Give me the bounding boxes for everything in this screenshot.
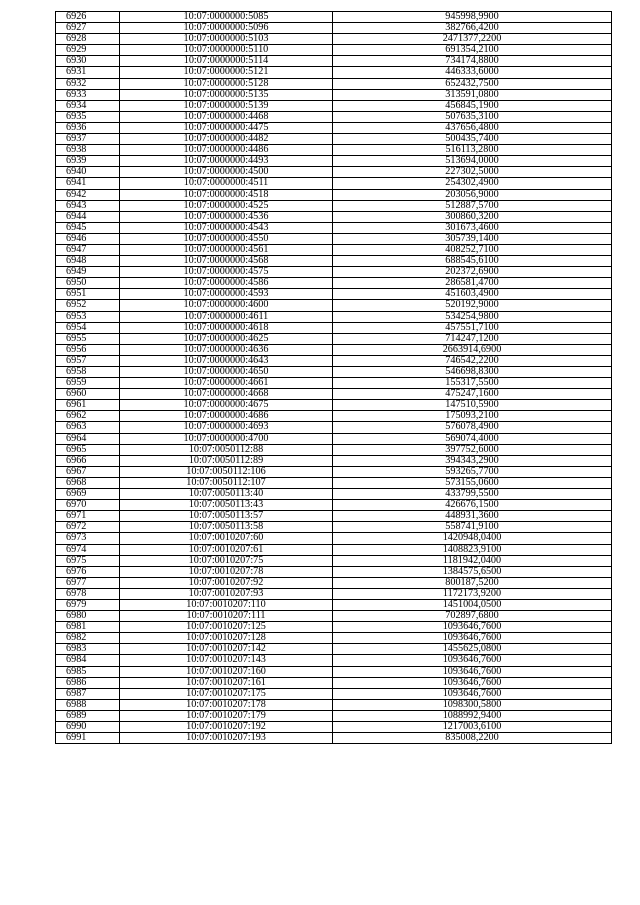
- amount-cell: 2471377,2200: [333, 34, 612, 45]
- row-number-cell: 6965: [56, 444, 120, 455]
- cadastral-number-cell: 10:07:0000000:4600: [120, 300, 333, 311]
- amount-cell: 1093646,7600: [333, 677, 612, 688]
- cadastral-number-cell: 10:07:0010207:142: [120, 644, 333, 655]
- amount-cell: 516113,2800: [333, 145, 612, 156]
- amount-cell: 573155,0600: [333, 477, 612, 488]
- row-number-cell: 6928: [56, 34, 120, 45]
- amount-cell: 394343,2900: [333, 455, 612, 466]
- row-number-cell: 6954: [56, 322, 120, 333]
- table-row: [56, 633, 612, 644]
- cadastral-number-cell: 10:07:0010207:110: [120, 599, 333, 610]
- cadastral-number-cell: 10:07:0050113:40: [120, 489, 333, 500]
- table-row: [56, 167, 612, 178]
- row-number-cell: 6953: [56, 311, 120, 322]
- row-number-cell: 6987: [56, 688, 120, 699]
- row-number-cell: 6935: [56, 111, 120, 122]
- cadastral-number-cell: 10:07:0000000:4611: [120, 311, 333, 322]
- amount-cell: 1093646,7600: [333, 666, 612, 677]
- cadastral-number-cell: 10:07:0000000:4636: [120, 344, 333, 355]
- cadastral-number-cell: 10:07:0000000:4593: [120, 289, 333, 300]
- amount-cell: 500435,7400: [333, 134, 612, 145]
- cadastral-number-cell: 10:07:0010207:111: [120, 611, 333, 622]
- row-number-cell: 6976: [56, 566, 120, 577]
- amount-cell: 691354,2100: [333, 45, 612, 56]
- amount-cell: 507635,3100: [333, 111, 612, 122]
- amount-cell: 1098300,5800: [333, 699, 612, 710]
- amount-cell: 313591,0800: [333, 89, 612, 100]
- amount-cell: 1172173,9200: [333, 588, 612, 599]
- table-row: [56, 733, 612, 744]
- amount-cell: 714247,1200: [333, 333, 612, 344]
- row-number-cell: 6981: [56, 622, 120, 633]
- table-row: [56, 178, 612, 189]
- amount-cell: 1181942,0400: [333, 555, 612, 566]
- cadastral-number-cell: 10:07:0000000:4525: [120, 200, 333, 211]
- cadastral-number-cell: 10:07:0000000:4575: [120, 267, 333, 278]
- cadastral-number-cell: 10:07:0000000:4661: [120, 378, 333, 389]
- cadastral-number-cell: 10:07:0000000:4643: [120, 355, 333, 366]
- cadastral-number-cell: 10:07:0000000:5128: [120, 78, 333, 89]
- amount-cell: 513694,0000: [333, 156, 612, 167]
- row-number-cell: 6927: [56, 23, 120, 34]
- row-number-cell: 6971: [56, 511, 120, 522]
- table-row: [56, 433, 612, 444]
- amount-cell: 1093646,7600: [333, 688, 612, 699]
- data-table: [55, 11, 612, 744]
- amount-cell: 576078,4900: [333, 422, 612, 433]
- row-number-cell: 6967: [56, 466, 120, 477]
- table-row: [56, 222, 612, 233]
- amount-cell: 286581,4700: [333, 278, 612, 289]
- table-row: [56, 533, 612, 544]
- cadastral-number-cell: 10:07:0000000:4550: [120, 233, 333, 244]
- cadastral-number-cell: 10:07:0000000:5096: [120, 23, 333, 34]
- table-row: [56, 23, 612, 34]
- cadastral-number-cell: 10:07:0010207:60: [120, 533, 333, 544]
- table-row: [56, 378, 612, 389]
- table-row: [56, 577, 612, 588]
- row-number-cell: 6943: [56, 200, 120, 211]
- table-row: [56, 211, 612, 222]
- row-number-cell: 6926: [56, 12, 120, 23]
- amount-cell: 1455625,0800: [333, 644, 612, 655]
- row-number-cell: 6970: [56, 500, 120, 511]
- amount-cell: 569074,4000: [333, 433, 612, 444]
- amount-cell: 475247,1600: [333, 389, 612, 400]
- table-row: [56, 134, 612, 145]
- row-number-cell: 6932: [56, 78, 120, 89]
- table-row: [56, 599, 612, 610]
- amount-cell: 734174,8800: [333, 56, 612, 67]
- row-number-cell: 6990: [56, 722, 120, 733]
- cadastral-number-cell: 10:07:0000000:5085: [120, 12, 333, 23]
- row-number-cell: 6984: [56, 655, 120, 666]
- cadastral-number-cell: 10:07:0010207:78: [120, 566, 333, 577]
- table-row: [56, 566, 612, 577]
- cadastral-number-cell: 10:07:0000000:4475: [120, 122, 333, 133]
- cadastral-number-cell: 10:07:0000000:4618: [120, 322, 333, 333]
- row-number-cell: 6985: [56, 666, 120, 677]
- row-number-cell: 6940: [56, 167, 120, 178]
- amount-cell: 688545,6100: [333, 256, 612, 267]
- table-row: [56, 611, 612, 622]
- cadastral-number-cell: 10:07:0000000:4586: [120, 278, 333, 289]
- table-row: [56, 511, 612, 522]
- cadastral-number-cell: 10:07:0050112:88: [120, 444, 333, 455]
- amount-cell: 746542,2200: [333, 355, 612, 366]
- row-number-cell: 6991: [56, 733, 120, 744]
- amount-cell: 382766,4200: [333, 23, 612, 34]
- table-row: [56, 422, 612, 433]
- cadastral-number-cell: 10:07:0000000:4650: [120, 367, 333, 378]
- row-number-cell: 6964: [56, 433, 120, 444]
- cadastral-number-cell: 10:07:0000000:5114: [120, 56, 333, 67]
- cadastral-number-cell: 10:07:0000000:4668: [120, 389, 333, 400]
- amount-cell: 451603,4900: [333, 289, 612, 300]
- table-row: [56, 588, 612, 599]
- amount-cell: 433799,5500: [333, 489, 612, 500]
- table-row: [56, 67, 612, 78]
- cadastral-number-cell: 10:07:0000000:4482: [120, 134, 333, 145]
- amount-cell: 437656,4800: [333, 122, 612, 133]
- cadastral-number-cell: 10:07:0010207:125: [120, 622, 333, 633]
- table-row: [56, 477, 612, 488]
- cadastral-number-cell: 10:07:0000000:5135: [120, 89, 333, 100]
- amount-cell: 1217003,6100: [333, 722, 612, 733]
- cadastral-number-cell: 10:07:0000000:4693: [120, 422, 333, 433]
- cadastral-number-cell: 10:07:0000000:4675: [120, 400, 333, 411]
- amount-cell: 1093646,7600: [333, 633, 612, 644]
- row-number-cell: 6983: [56, 644, 120, 655]
- row-number-cell: 6963: [56, 422, 120, 433]
- row-number-cell: 6958: [56, 367, 120, 378]
- cadastral-number-cell: 10:07:0000000:4493: [120, 156, 333, 167]
- table-row: [56, 466, 612, 477]
- row-number-cell: 6961: [56, 400, 120, 411]
- row-number-cell: 6942: [56, 189, 120, 200]
- cadastral-number-cell: 10:07:0010207:178: [120, 699, 333, 710]
- row-number-cell: 6955: [56, 333, 120, 344]
- row-number-cell: 6957: [56, 355, 120, 366]
- table-row: [56, 722, 612, 733]
- table-row: [56, 145, 612, 156]
- cadastral-number-cell: 10:07:0010207:92: [120, 577, 333, 588]
- amount-cell: 305739,1400: [333, 233, 612, 244]
- row-number-cell: 6960: [56, 389, 120, 400]
- amount-cell: 300860,3200: [333, 211, 612, 222]
- row-number-cell: 6973: [56, 533, 120, 544]
- table-row: [56, 522, 612, 533]
- cadastral-number-cell: 10:07:0050112:107: [120, 477, 333, 488]
- cadastral-number-cell: 10:07:0000000:5139: [120, 100, 333, 111]
- cadastral-number-cell: 10:07:0010207:175: [120, 688, 333, 699]
- table-row: [56, 699, 612, 710]
- row-number-cell: 6986: [56, 677, 120, 688]
- table-row: [56, 666, 612, 677]
- row-number-cell: 6972: [56, 522, 120, 533]
- amount-cell: 456845,1900: [333, 100, 612, 111]
- row-number-cell: 6968: [56, 477, 120, 488]
- cadastral-number-cell: 10:07:0000000:4561: [120, 244, 333, 255]
- amount-cell: 397752,6000: [333, 444, 612, 455]
- table-row: [56, 100, 612, 111]
- table-row: [56, 344, 612, 355]
- table-row: [56, 111, 612, 122]
- amount-cell: 1420948,0400: [333, 533, 612, 544]
- amount-cell: 202372,6900: [333, 267, 612, 278]
- table-row: [56, 355, 612, 366]
- cadastral-number-cell: 10:07:0000000:5121: [120, 67, 333, 78]
- amount-cell: 546698,8300: [333, 367, 612, 378]
- amount-cell: 1088992,9400: [333, 710, 612, 721]
- table-row: [56, 233, 612, 244]
- cadastral-number-cell: 10:07:0000000:4518: [120, 189, 333, 200]
- row-number-cell: 6929: [56, 45, 120, 56]
- amount-cell: 457551,7100: [333, 322, 612, 333]
- amount-cell: 702897,6800: [333, 611, 612, 622]
- table-row: [56, 710, 612, 721]
- row-number-cell: 6931: [56, 67, 120, 78]
- cadastral-number-cell: 10:07:0010207:161: [120, 677, 333, 688]
- row-number-cell: 6946: [56, 233, 120, 244]
- table-row: [56, 89, 612, 100]
- table-row: [56, 34, 612, 45]
- amount-cell: 446333,6000: [333, 67, 612, 78]
- amount-cell: 520192,9000: [333, 300, 612, 311]
- cadastral-number-cell: 10:07:0050112:89: [120, 455, 333, 466]
- cadastral-number-cell: 10:07:0010207:192: [120, 722, 333, 733]
- cadastral-number-cell: 10:07:0000000:4700: [120, 433, 333, 444]
- amount-cell: 426676,1500: [333, 500, 612, 511]
- row-number-cell: 6950: [56, 278, 120, 289]
- table-row: [56, 555, 612, 566]
- table-row: [56, 12, 612, 23]
- table-row: [56, 644, 612, 655]
- table-row: [56, 367, 612, 378]
- row-number-cell: 6947: [56, 244, 120, 255]
- amount-cell: 254302,4900: [333, 178, 612, 189]
- cadastral-number-cell: 10:07:0050113:43: [120, 500, 333, 511]
- row-number-cell: 6930: [56, 56, 120, 67]
- cadastral-number-cell: 10:07:0010207:179: [120, 710, 333, 721]
- amount-cell: 800187,5200: [333, 577, 612, 588]
- cadastral-number-cell: 10:07:0000000:4625: [120, 333, 333, 344]
- row-number-cell: 6933: [56, 89, 120, 100]
- table-row: [56, 289, 612, 300]
- cadastral-number-cell: 10:07:0050112:106: [120, 466, 333, 477]
- row-number-cell: 6948: [56, 256, 120, 267]
- table-row: [56, 411, 612, 422]
- amount-cell: 534254,9800: [333, 311, 612, 322]
- cadastral-number-cell: 10:07:0010207:143: [120, 655, 333, 666]
- amount-cell: 1093646,7600: [333, 655, 612, 666]
- amount-cell: 1093646,7600: [333, 622, 612, 633]
- cadastral-number-cell: 10:07:0000000:4536: [120, 211, 333, 222]
- amount-cell: 835008,2200: [333, 733, 612, 744]
- amount-cell: 175093,2100: [333, 411, 612, 422]
- row-number-cell: 6952: [56, 300, 120, 311]
- amount-cell: 2663914,6900: [333, 344, 612, 355]
- amount-cell: 1408823,9100: [333, 544, 612, 555]
- cadastral-number-cell: 10:07:0050113:57: [120, 511, 333, 522]
- row-number-cell: 6936: [56, 122, 120, 133]
- amount-cell: 147510,5900: [333, 400, 612, 411]
- row-number-cell: 6974: [56, 544, 120, 555]
- cadastral-number-cell: 10:07:0000000:5103: [120, 34, 333, 45]
- amount-cell: 558741,9100: [333, 522, 612, 533]
- amount-cell: 593265,7700: [333, 466, 612, 477]
- table-row: [56, 256, 612, 267]
- table-row: [56, 311, 612, 322]
- table-row: [56, 78, 612, 89]
- table-row: [56, 688, 612, 699]
- row-number-cell: 6975: [56, 555, 120, 566]
- row-number-cell: 6949: [56, 267, 120, 278]
- cadastral-number-cell: 10:07:0050113:58: [120, 522, 333, 533]
- cadastral-number-cell: 10:07:0000000:4568: [120, 256, 333, 267]
- cadastral-number-cell: 10:07:0000000:4468: [120, 111, 333, 122]
- table-row: [56, 300, 612, 311]
- row-number-cell: 6945: [56, 222, 120, 233]
- row-number-cell: 6988: [56, 699, 120, 710]
- cadastral-number-cell: 10:07:0000000:4486: [120, 145, 333, 156]
- amount-cell: 448931,3600: [333, 511, 612, 522]
- row-number-cell: 6978: [56, 588, 120, 599]
- table-row: [56, 544, 612, 555]
- row-number-cell: 6938: [56, 145, 120, 156]
- cadastral-number-cell: 10:07:0010207:61: [120, 544, 333, 555]
- amount-cell: 512887,5700: [333, 200, 612, 211]
- table-row: [56, 189, 612, 200]
- row-number-cell: 6941: [56, 178, 120, 189]
- table-row: [56, 500, 612, 511]
- cadastral-number-cell: 10:07:0000000:4686: [120, 411, 333, 422]
- cadastral-number-cell: 10:07:0000000:4511: [120, 178, 333, 189]
- cadastral-number-cell: 10:07:0010207:193: [120, 733, 333, 744]
- table-row: [56, 400, 612, 411]
- row-number-cell: 6969: [56, 489, 120, 500]
- amount-cell: 203056,9000: [333, 189, 612, 200]
- row-number-cell: 6977: [56, 577, 120, 588]
- amount-cell: 1451004,0500: [333, 599, 612, 610]
- cadastral-number-cell: 10:07:0010207:75: [120, 555, 333, 566]
- amount-cell: 652432,7500: [333, 78, 612, 89]
- table-row: [56, 56, 612, 67]
- row-number-cell: 6934: [56, 100, 120, 111]
- cadastral-number-cell: 10:07:0000000:4543: [120, 222, 333, 233]
- row-number-cell: 6989: [56, 710, 120, 721]
- row-number-cell: 6944: [56, 211, 120, 222]
- row-number-cell: 6962: [56, 411, 120, 422]
- table-row: [56, 244, 612, 255]
- table-row: [56, 622, 612, 633]
- table-row: [56, 200, 612, 211]
- table-row: [56, 389, 612, 400]
- table-row: [56, 156, 612, 167]
- cadastral-number-cell: 10:07:0010207:93: [120, 588, 333, 599]
- amount-cell: 155317,5500: [333, 378, 612, 389]
- amount-cell: 227302,5000: [333, 167, 612, 178]
- row-number-cell: 6951: [56, 289, 120, 300]
- row-number-cell: 6956: [56, 344, 120, 355]
- cadastral-number-cell: 10:07:0010207:128: [120, 633, 333, 644]
- row-number-cell: 6939: [56, 156, 120, 167]
- row-number-cell: 6937: [56, 134, 120, 145]
- amount-cell: 1384575,6500: [333, 566, 612, 577]
- amount-cell: 408252,7100: [333, 244, 612, 255]
- amount-cell: 945998,9900: [333, 12, 612, 23]
- table-row: [56, 278, 612, 289]
- table-row: [56, 489, 612, 500]
- row-number-cell: 6980: [56, 611, 120, 622]
- table-row: [56, 655, 612, 666]
- table-body: [56, 12, 612, 744]
- table-row: [56, 677, 612, 688]
- table-row: [56, 45, 612, 56]
- amount-cell: 301673,4600: [333, 222, 612, 233]
- row-number-cell: 6966: [56, 455, 120, 466]
- row-number-cell: 6982: [56, 633, 120, 644]
- table-row: [56, 455, 612, 466]
- row-number-cell: 6979: [56, 599, 120, 610]
- table-row: [56, 322, 612, 333]
- table-row: [56, 333, 612, 344]
- table-row: [56, 444, 612, 455]
- table-row: [56, 267, 612, 278]
- cadastral-number-cell: 10:07:0000000:4500: [120, 167, 333, 178]
- table-row: [56, 122, 612, 133]
- cadastral-number-cell: 10:07:0000000:5110: [120, 45, 333, 56]
- cadastral-number-cell: 10:07:0010207:160: [120, 666, 333, 677]
- row-number-cell: 6959: [56, 378, 120, 389]
